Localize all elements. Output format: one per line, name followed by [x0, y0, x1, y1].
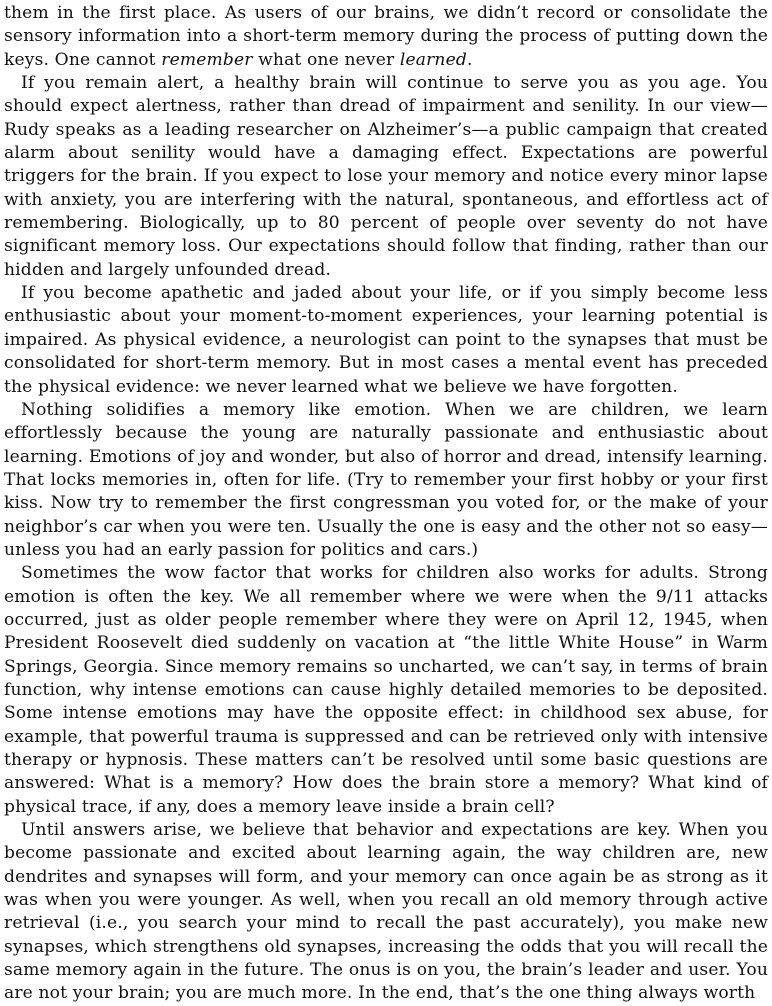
text-run: Nothing solidifies a memory like emotion. When we are children, we learn effortlessly because the young are naturally passionate and enthusiastic about learning. Emotions of joy and wonder, but also of horror and dread, intensify learning. That locks memories in, often for life. (Try to remember your first hobby or your first kiss. Now try to remember the first congressman you voted for, or the make of your neighbor’s car when you were ten. Usually the one is easy and the other not so easy—unless you had an early passion for politics and cars.)	[4, 399, 768, 560]
paragraph-5	[4, 562, 768, 819]
text-run: what one never	[252, 49, 400, 70]
paragraph-3	[4, 282, 768, 399]
text-run: Sometimes the wow factor that works for children also works for adults. Strong emotion is often the key. We all remember where we were when the 9/11 attacks occurred, just as older people remember where they were on April 12, 1945, when President Roosevelt died suddenly on vacation at “the little White House” in Warm Springs, Georgia. Since memory remains so uncharted, we can’t say, in terms of brain function, why intense emotions can cause highly detailed memories to be deposited. Some intense emotions may have the opposite effect: in childhood sex abuse, for example, that powerful trauma is suppressed and can be retrieved only with intensive therapy or hypnosis. These matters can’t be resolved until some basic questions are answered: What is a memory? How does the brain store a memory? What kind of physical trace, if any, does a memory leave inside a brain cell?	[4, 563, 768, 817]
text-run: them in the first place. As users of our brains, we didn’t record or consolidate the sensory information into a short-term memory during the process of putting down the keys. One cannot	[4, 3, 768, 70]
text-run: If you become apathetic and jaded about your life, or if you simply become less enthusiastic about your moment-to-moment experiences, your learning potential is impaired. As physical evidence, a neurologist can point to the synapses that must be consolidated for short-term memory. But in most cases a mental event has preceded the physical evidence: we never learned what we believe we have forgotten.	[4, 283, 768, 397]
italic-text-run: learned	[399, 49, 467, 70]
text-run: Until answers arise, we believe that behavior and expectations are key. When you become passionate and excited about learning again, the way children are, new dendrites and synapses will form, and your memory can once again be as strong as it was when you were younger. As well, when you recall an old memory through active retrieval (i.e., you search your mind to recall the past accurately), you make new synapses, which strengthens old synapses, increasing the odds that you will recall the same memory again in the future. The onus is on you, the brain’s leader and user. You are not your brain; you are much more. In the end, that’s the one thing always worth	[4, 820, 768, 1004]
italic-text-run: remember	[161, 49, 253, 70]
paragraph-4	[4, 399, 768, 562]
text-run: If you remain alert, a healthy brain will continue to serve you as you age. You should expect alertness, rather than dread of impairment and senility. In our view—Rudy speaks as a leading researcher on Alzheimer’s—a public campaign that created alarm about senility would have a damaging effect. Expectations are powerful triggers for the brain. If you expect to lose your memory and notice every minor lapse with anxiety, you are interfering with the natural, spontaneous, and effortless act of remembering. Biologically, up to 80 percent of people over seventy do not have significant memory loss. Our expectations should follow that finding, rather than our hidden and largely unfounded dread.	[4, 73, 768, 280]
paragraph-1	[4, 2, 768, 72]
paragraph-2	[4, 72, 768, 282]
text-run: .	[466, 49, 473, 70]
book-page	[4, 2, 768, 1006]
paragraph-6	[4, 819, 768, 1006]
